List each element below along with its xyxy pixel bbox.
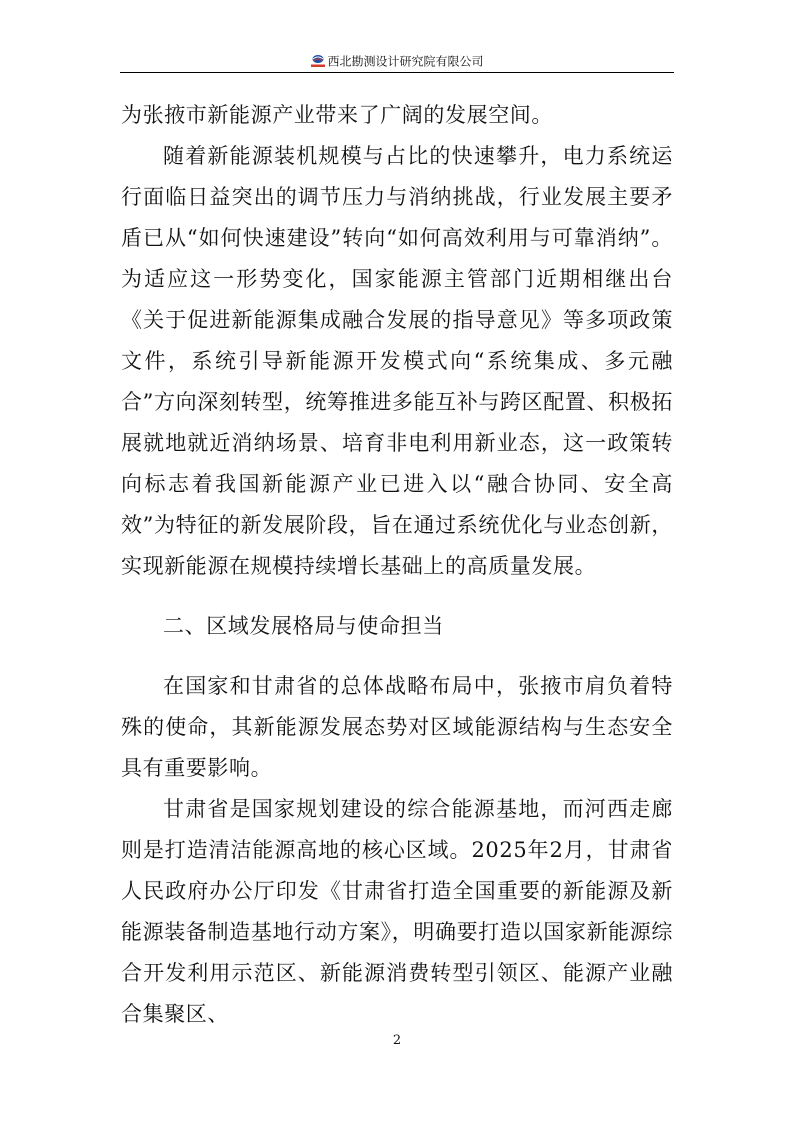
header-divider bbox=[120, 72, 674, 73]
company-name: 西北勘测设计研究院有限公司 bbox=[327, 54, 484, 69]
paragraph-regional-mission: 在国家和甘肃省的总体战略布局中，张掖市肩负着特殊的使命，其新能源发展态势对区域能源结构与生态安全具有重要影响。 bbox=[121, 674, 673, 780]
document-body bbox=[121, 95, 673, 1035]
company-logo-icon bbox=[310, 53, 326, 67]
page-header bbox=[120, 50, 674, 72]
paragraph-continuation: 为张掖市新能源产业带来了广阔的发展空间。 bbox=[121, 103, 553, 127]
page-number: 2 bbox=[392, 1033, 402, 1048]
paragraph-policy-shift: 随着新能源装机规模与占比的快速攀升，电力系统运行面临日益突出的调节压力与消纳挑战，行业发展主要矛盾已从“如何快速建设”转向“如何高效利用与可靠消纳”。为适应这一形势变化，国家能源主管部门近期相继出台《关于促进新能源集成融合发展的指导意见》等多项政策文件，系统引导新能源开发模式向“系统集成、多元融合”方向深刻转型，统筹推进多能互补与跨区配置、积极拓展就地就近消纳场景、培育非电利用新业态，这一政策转向标志着我国新能源产业已进入以“融合协同、安全高效”为特征的新发展阶段，旨在通过系统优化与业态创新，实现新能源在规模持续增长基础上的高质量发展。 bbox=[121, 144, 673, 578]
section-spacer bbox=[121, 587, 673, 606]
section-heading: 二、区域发展格局与使命担当 bbox=[163, 614, 444, 638]
section-spacer bbox=[121, 647, 673, 666]
paragraph-gansu-base: 甘肃省是国家规划建设的综合能源基地，而河西走廊则是打造清洁能源高地的核心区域。2025年2月，甘肃省人民政府办公厅印发《甘肃省打造全国重要的新能源及新能源装备制造基地行动方案》，明确要打造以国家新能源综合开发利用示范区、新能源消费转型引领区、能源产业融合集聚区、 bbox=[121, 797, 673, 1026]
